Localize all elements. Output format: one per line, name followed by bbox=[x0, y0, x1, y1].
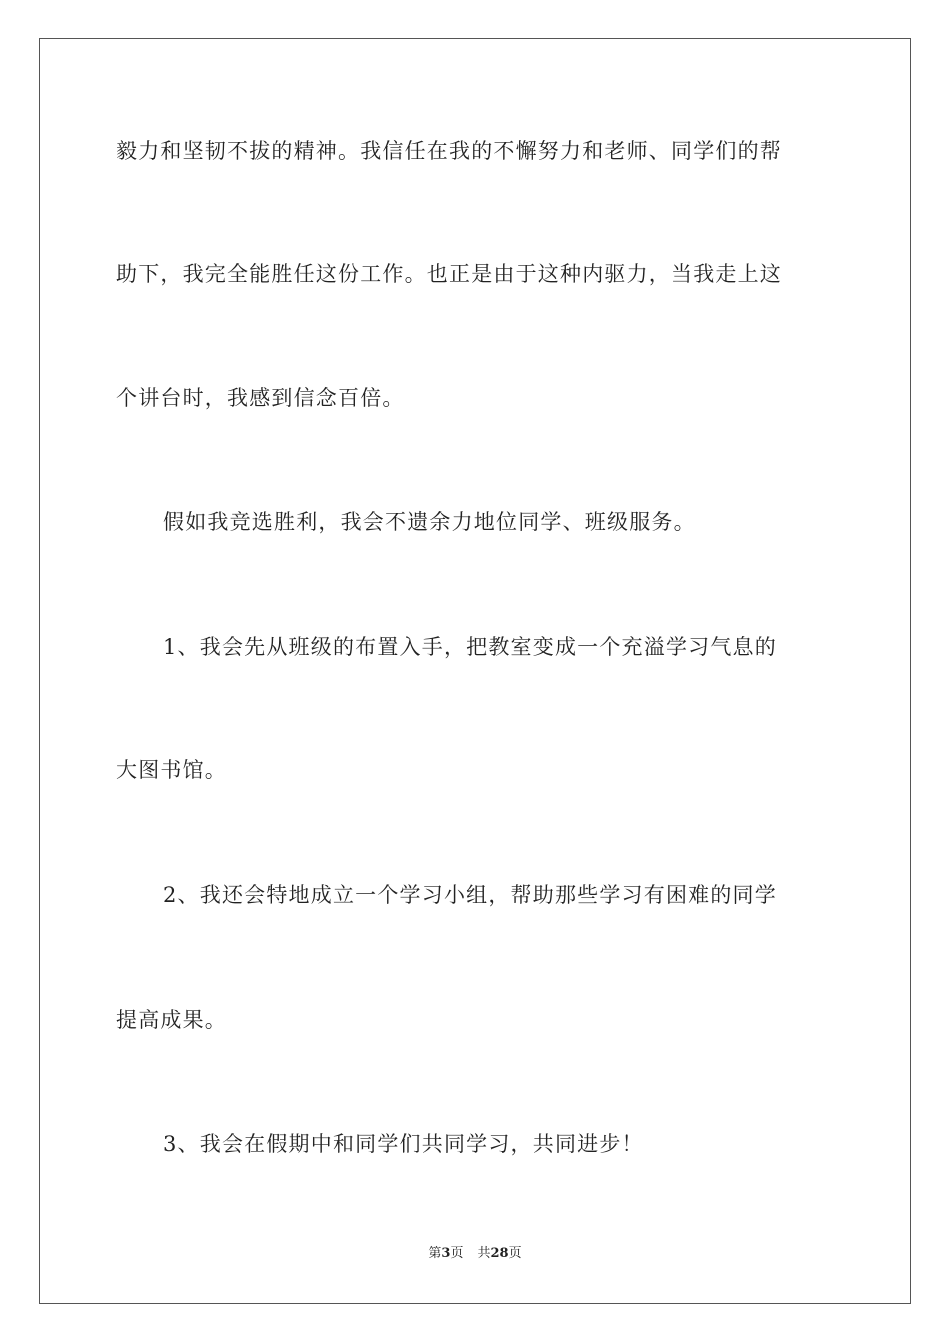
list-item-1-line-1: 1、我会先从班级的布置入手，把教室变成一个充溢学习气息的 bbox=[163, 635, 777, 659]
paragraph-line-3: 个讲台时，我感到信念百倍。 bbox=[116, 386, 405, 410]
list-item-1-line-2: 大图书馆。 bbox=[116, 758, 227, 782]
paragraph-line-4: 假如我竞选胜利，我会不遗余力地位同学、班级服务。 bbox=[163, 510, 696, 534]
page-border bbox=[39, 38, 911, 1304]
page-prefix: 第 bbox=[428, 1246, 442, 1261]
paragraph-line-2: 助下，我完全能胜任这份工作。也正是由于这种内驱力，当我走上这 bbox=[116, 262, 782, 286]
paragraph-line-1: 毅力和坚韧不拔的精神。我信任在我的不懈努力和老师、同学们的帮 bbox=[116, 139, 782, 163]
page-suffix: 页 bbox=[450, 1246, 464, 1261]
total-suffix: 页 bbox=[508, 1246, 522, 1261]
list-item-3-line-1: 3、我会在假期中和同学们共同学习，共同进步！ bbox=[163, 1132, 644, 1156]
list-item-2-line-2: 提高成果。 bbox=[116, 1008, 227, 1032]
total-prefix: 共 bbox=[477, 1246, 491, 1261]
list-item-2-line-1: 2、我还会特地成立一个学习小组，帮助那些学习有困难的同学 bbox=[163, 883, 777, 907]
total-pages: 28 bbox=[490, 1246, 509, 1261]
page-number: 3 bbox=[441, 1246, 451, 1261]
page-footer bbox=[0, 1245, 950, 1263]
